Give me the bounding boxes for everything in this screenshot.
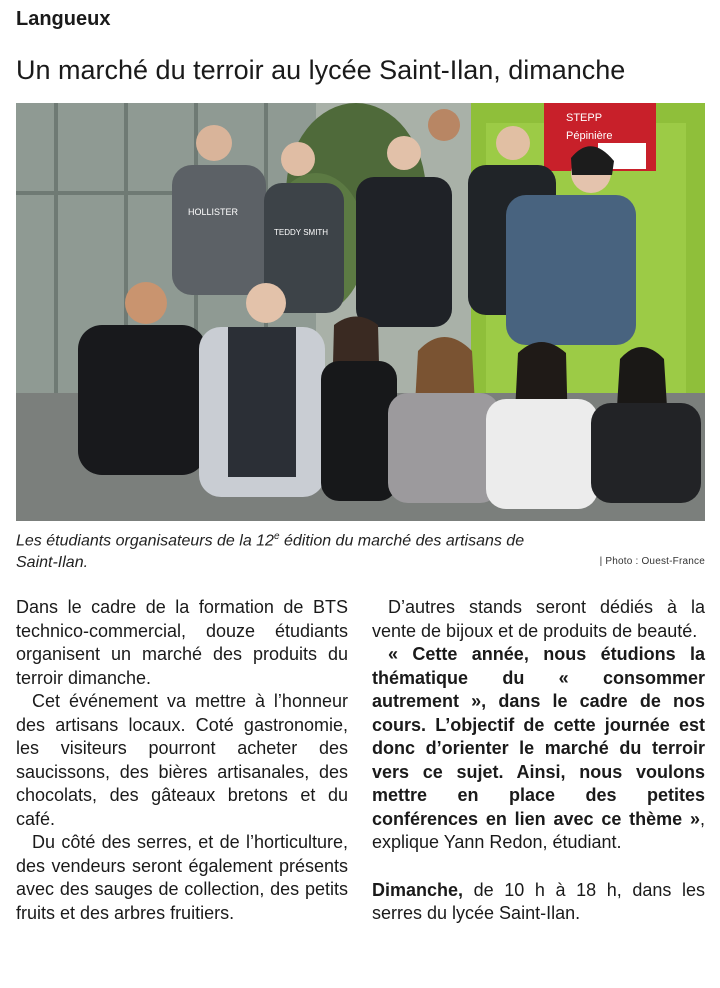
- student-quote: « Cette année, nous étudions la thématique du « consommer autrement », dans le cadre de nos cours. L’objectif de cette journée est donc d’orienter le marché du terroir vers ce sujet. Ainsi, nous voulons mettre en place des petites conférences en lien avec ce thème »: [372, 644, 705, 829]
- caption-text-end: édition du marché des artisans de Saint-Ilan.: [16, 532, 525, 572]
- article-column-left: [16, 596, 348, 925]
- body-paragraph: D’autres stands seront dédiés à la vente de bijoux et de produits de beauté.: [372, 597, 705, 641]
- article-column-right: [372, 596, 705, 926]
- shirt-text-1: HOLLISTER: [188, 207, 239, 217]
- quote-paragraph: [372, 643, 705, 855]
- kicker-town: Langueux: [16, 8, 111, 30]
- event-info: [372, 879, 705, 926]
- body-paragraph: Dans le cadre de la formation de BTS technico-commercial, douze étudiants organisent un marché des produits du terroir dimanche.: [16, 597, 348, 688]
- shirt-text-2: TEDDY SMITH: [274, 228, 329, 237]
- body-paragraph: Cet événement va mettre à l’honneur des artisans locaux. Coté gastronomie, les visiteurs pourront acheter des saucissons, des bières artisanales, des chocolats, des gâteaux bretons et du café.: [16, 691, 348, 829]
- body-paragraph: Du côté des serres, et de l’horticulture, des vendeurs seront également présents avec des sauges de collection, des petits fruits et des arbres fruitiers.: [16, 832, 348, 923]
- caption-superscript: e: [273, 531, 280, 542]
- photo-caption: [16, 526, 556, 574]
- quote-attribution: , explique Yann Redon, étudiant.: [372, 808, 705, 852]
- caption-text-start: Les étudiants organisateurs de la 12: [16, 532, 274, 550]
- article-photo: [16, 103, 705, 521]
- sign-text-1: STEPP: [566, 112, 603, 124]
- sign-text-2: Pépinière: [566, 130, 613, 142]
- event-day: Dimanche,: [372, 879, 464, 900]
- group-photo-illustration: [16, 103, 705, 521]
- event-details: de 10 h à 18 h, dans les serres du lycée Saint-Ilan.: [372, 879, 705, 923]
- article-headline: Un marché du terroir au lycée Saint-Ilan, dimanche: [16, 55, 626, 85]
- photo-credit: | Photo : Ouest-France: [599, 556, 705, 567]
